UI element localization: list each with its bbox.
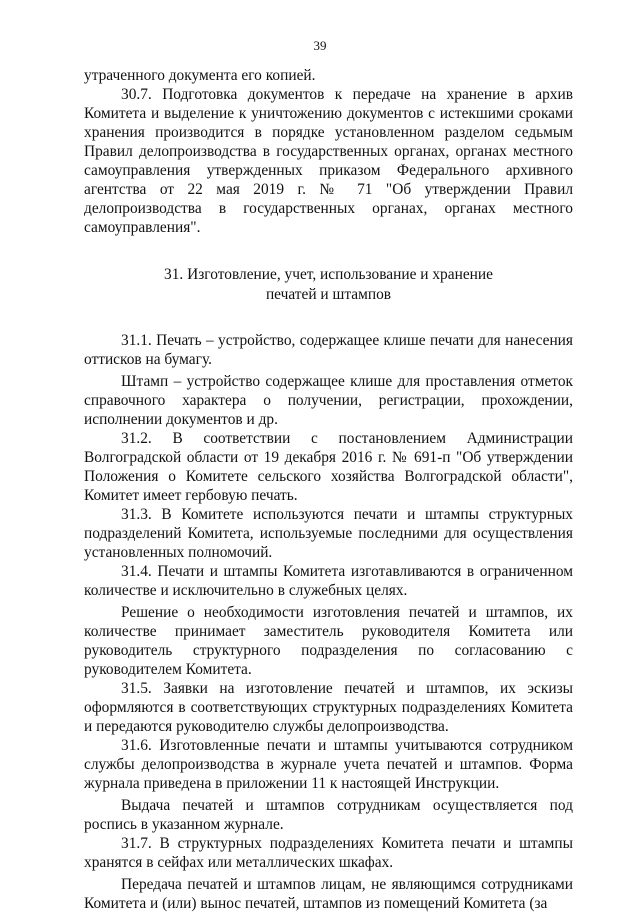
section-title: [84, 265, 573, 305]
paragraph-decision: Решение о необходимости изготовления печатей и штампов, их количестве принимает заместитель руководителя Комитета или руководитель структурного подразделения по согласованию с руководителем Комитета.: [84, 604, 573, 678]
paragraph-31-6: 31.6. Изготовленные печати и штампы учитываются сотрудником службы делопроизводства в журнале учета печатей и штампов. Форма журнала приведена в приложении 11 к настоящей Инструкции.: [84, 737, 573, 792]
section-title-line-2: печатей и штампов: [265, 286, 392, 303]
paragraph-30-7: 30.7. Подготовка документов к передаче на хранение в архив Комитета и выделение к уничтожению документов с истекшими сроками хранения производится в порядке установленном разделом седьмым Правил делопроизводства в государственных органах, органах местного самоуправления утвержденных приказом Федерального архивного агентства от 22 мая 2019 г. № 71 "Об утверждении Правил делопроизводства в государственных органах, органах местного самоуправления".: [84, 86, 573, 236]
paragraph-31-7: 31.7. В структурных подразделениях Комитета печати и штампы хранятся в сейфах или металлических шкафах.: [84, 835, 573, 871]
paragraph-transfer: Передача печатей и штампов лицам, не являющимся сотрудниками Комитета и (или) вынос печатей, штампов из помещений Комитета (за: [84, 876, 573, 912]
paragraph-31-4: 31.4. Печати и штампы Комитета изготавливаются в ограниченном количестве и исключительно в служебных целях.: [84, 563, 573, 599]
page-number: 39: [313, 38, 327, 53]
paragraph-stamp-definition: Штамп – устройство содержащее клише для проставления отметок справочного характера о получении, регистрации, прохождении, исполнении документов и др.: [84, 373, 573, 428]
paragraph-31-2: 31.2. В соответствии с постановлением Администрации Волгоградской области от 19 декабря 2016 г. № 691-п "Об утверждении Положения о Комитете сельского хозяйства Волгоградской области", Комитет имеет гербовую печать.: [84, 430, 573, 504]
document-body: [84, 66, 573, 913]
section-title-line-1: 31. Изготовление, учет, использование и хранение: [164, 266, 493, 283]
paragraph-issuance: Выдача печатей и штампов сотрудникам осуществляется под роспись в указанном журнале.: [84, 797, 573, 833]
paragraph-31-1: 31.1. Печать – устройство, содержащее клише печати для нанесения оттисков на бумагу.: [84, 332, 573, 368]
paragraph-31-3: 31.3. В Комитете используются печати и штампы структурных подразделений Комитета, используемые последними для осуществления установленных полномочий.: [84, 506, 573, 561]
paragraph-31-5: 31.5. Заявки на изготовление печатей и штампов, их эскизы оформляются в соответствующих структурных подразделениях Комитета и передаются руководителю службы делопроизводства.: [84, 680, 573, 735]
paragraph-continuation: утраченного документа его копией.: [84, 67, 316, 84]
